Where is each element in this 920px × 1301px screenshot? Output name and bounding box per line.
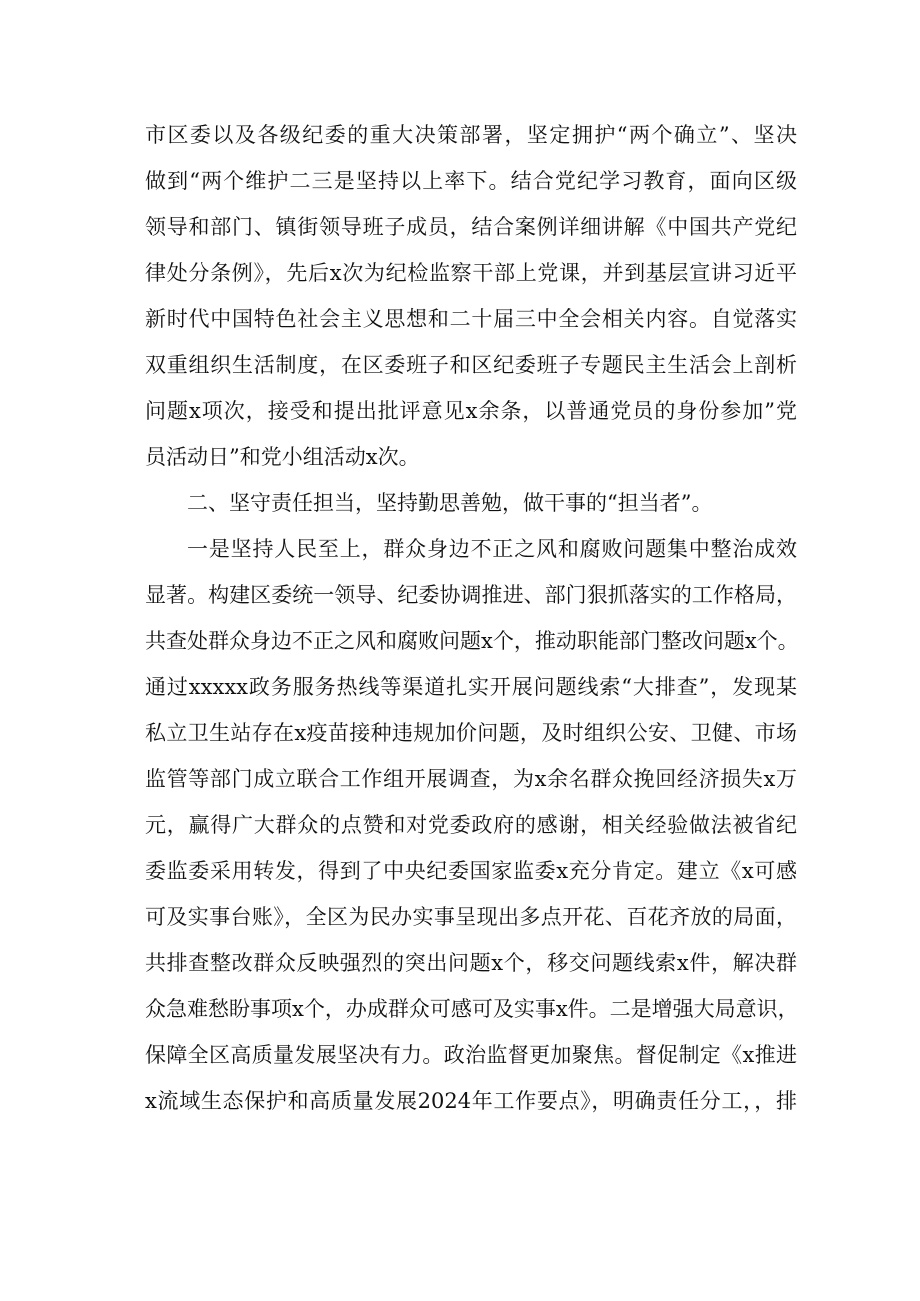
- text-line: 众急难愁盼事项x个，办成群众可感可及实事x件。二是增强大局意识，: [145, 997, 799, 1021]
- text-line: 私立卫生站存在x疫苗接种违规加价问题，及时组织公安、卫健、市场: [145, 721, 797, 745]
- text-line: 做到“两个维护二三是坚持以上率下。结合党纪学习教育，面向区级: [145, 169, 797, 193]
- text-line: 可及实事台账》，全区为民办实事呈现出多点开花、百花齐放的局面，: [145, 905, 797, 929]
- text-line: 员活动日”和党小组活动x次。: [145, 445, 420, 469]
- text-line: x流域生态保护和高质量发展2024年工作要点》，明确责任分工，，排: [145, 1089, 797, 1113]
- text-line: 新时代中国特色社会主义思想和二十届三中全会相关内容。自觉落实: [145, 307, 797, 331]
- text-line: 元，赢得广大群众的点赞和对党委政府的感谢，相关经验做法被省纪: [145, 813, 797, 837]
- text-line: 律处分条例》，先后x次为纪检监察干部上党课，并到基层宣讲习近平: [145, 261, 797, 285]
- text-line: 领导和部门、镇街领导班子成员，结合案例详细讲解《中国共产党纪: [145, 215, 797, 239]
- section-heading: 二、坚守责任担当，坚持勤思善勉，做干事的“担当者”。: [187, 491, 713, 515]
- text-line: 共排查整改群众反映强烈的突出问题x个，移交问题线索x件，解决群: [145, 951, 797, 975]
- text-line: 保障全区高质量发展坚决有力。政治监督更加聚焦。督促制定《x推进: [145, 1043, 797, 1067]
- text-line: 委监委采用转发，得到了中央纪委国家监委x充分肯定。建立《x可感: [145, 859, 797, 883]
- text-line: 监管等部门成立联合工作组开展调查，为x余名群众挽回经济损失x万: [145, 767, 797, 791]
- text-line: 共查处群众身边不正之风和腐败问题x个，推动职能部门整改问题x个。: [145, 629, 799, 653]
- text-line: 双重组织生活制度，在区委班子和区纪委班子专题民主生活会上剖析: [145, 353, 797, 377]
- text-line: 市区委以及各级纪委的重大决策部署，坚定拥护“两个确立”、坚决: [145, 123, 797, 147]
- text-line: 通过xxxxx政务服务热线等渠道扎实开展问题线索“大排查”，发现某: [145, 675, 797, 699]
- text-line: 一是坚持人民至上，群众身边不正之风和腐败问题集中整治成效: [187, 537, 797, 561]
- body-text: [145, 112, 797, 1124]
- text-line: 显著。构建区委统一领导、纪委协调推进、部门狠抓落实的工作格局，: [145, 583, 797, 607]
- text-line: 问题x项次，接受和提出批评意见x余条，以普通党员的身份参加”党: [145, 399, 797, 423]
